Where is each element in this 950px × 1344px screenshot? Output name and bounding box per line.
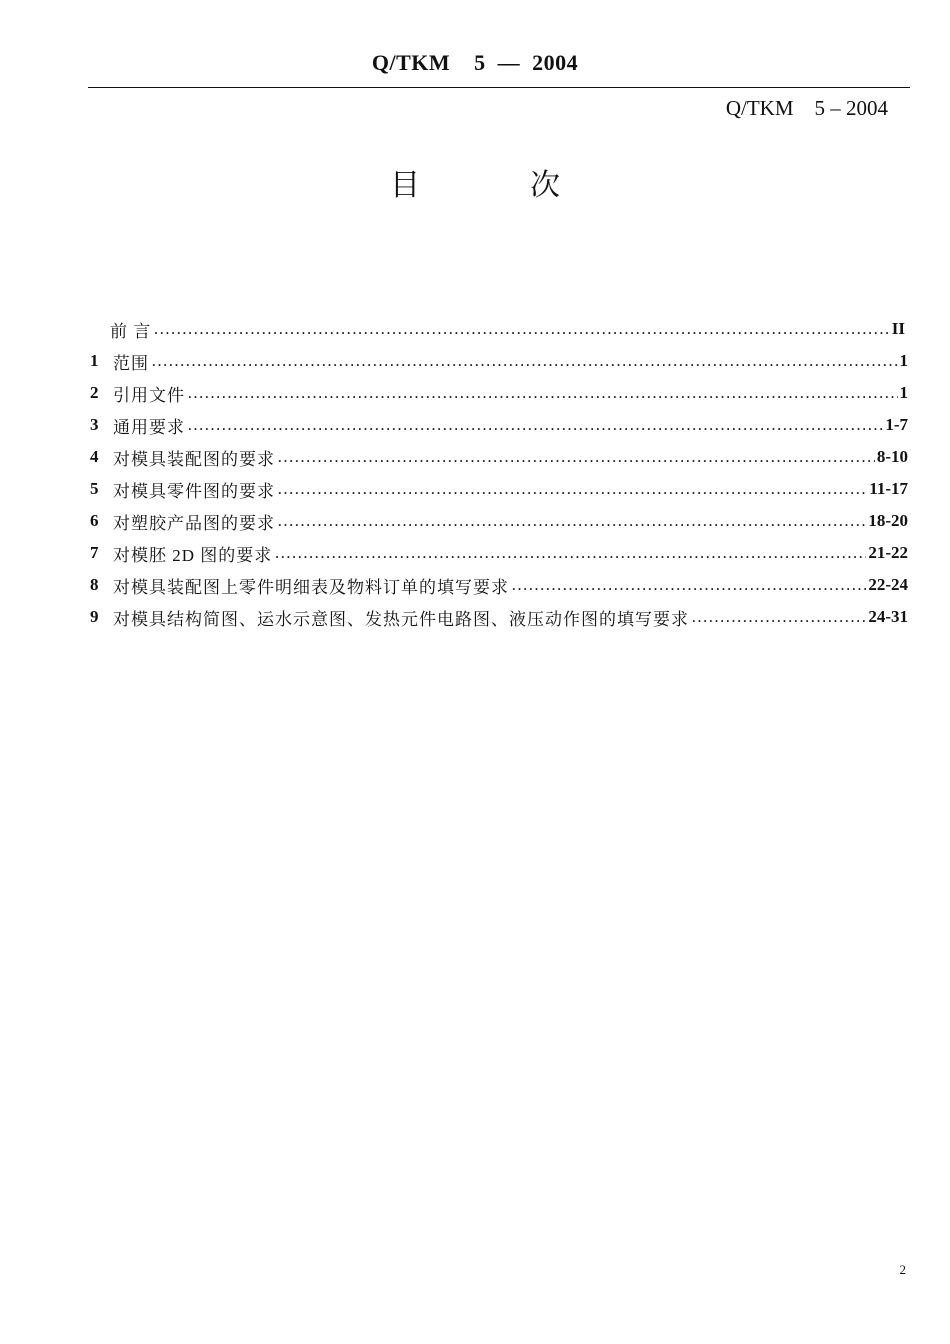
toc-entry-4[interactable] (90, 441, 908, 473)
toc-dot-leader (691, 607, 866, 627)
toc-entry-label: 对模具装配图的要求 (113, 449, 275, 469)
toc-entry-number: 8 (90, 575, 99, 594)
toc-dot-leader (274, 543, 866, 563)
toc-entry-number: 1 (90, 351, 99, 370)
page-number: 2 (899, 1262, 906, 1277)
toc-dot-leader (277, 511, 866, 531)
toc-entry-label: 对塑胶产品图的要求 (113, 513, 275, 533)
toc-entry-7[interactable] (90, 537, 908, 569)
toc-entry-number: 6 (90, 511, 99, 530)
toc-title-char-1: 目 (390, 169, 530, 202)
toc-entry-5[interactable] (90, 473, 908, 505)
toc-entry-page: 22-24 (868, 575, 908, 594)
toc-entry-1[interactable] (90, 345, 908, 377)
toc-dot-leader (511, 575, 866, 595)
toc-entry-number: 4 (90, 447, 99, 466)
toc-dot-leader (151, 351, 898, 371)
toc-entry-page: 21-22 (868, 543, 908, 562)
toc-entry-number: 9 (90, 607, 99, 626)
header-rule (88, 87, 910, 88)
toc-entry-label: 对模具零件图的要求 (113, 481, 275, 501)
toc-entry-2[interactable] (90, 377, 908, 409)
toc-entry-label: 对模具结构简图、运水示意图、发热元件电路图、液压动作图的填写要求 (113, 609, 689, 629)
document-code: Q/TKM 5 – 2004 (725, 96, 888, 120)
toc-title (0, 160, 950, 204)
toc-entry-page: 1-7 (885, 415, 908, 434)
toc-entry-page: 24-31 (868, 607, 908, 626)
toc-entry-label: 对模具装配图上零件明细表及物料订单的填写要求 (113, 577, 509, 597)
toc-entry-6[interactable] (90, 505, 908, 537)
toc-entry-label: 通用要求 (113, 417, 185, 437)
toc-entry-label: 引用文件 (113, 385, 185, 405)
toc-title-char-2: 次 (530, 169, 670, 202)
toc-entry-number: 2 (90, 383, 99, 402)
toc-dot-leader (187, 415, 883, 435)
toc-entry-number: 3 (90, 415, 99, 434)
toc-entry-page: 8-10 (876, 447, 908, 466)
toc-entry-number: 5 (90, 479, 99, 498)
toc-entry-preface[interactable] (90, 313, 905, 345)
toc-entry-label: 前 言 (110, 321, 152, 341)
toc-dot-leader (153, 319, 890, 339)
toc-entry-page: II (891, 319, 905, 338)
toc-entry-9[interactable] (90, 601, 908, 633)
toc-entry-8[interactable] (90, 569, 908, 601)
toc-entry-label: 范围 (113, 353, 149, 373)
toc-dot-leader (277, 447, 875, 467)
table-of-contents (90, 313, 908, 633)
toc-entry-page: 11-17 (869, 479, 908, 498)
toc-entry-3[interactable] (90, 409, 908, 441)
toc-entry-label: 对模胚 2D 图的要求 (113, 545, 273, 565)
toc-dot-leader (277, 479, 867, 499)
toc-dot-leader (187, 383, 898, 403)
page-header-title: Q/TKM 5 — 2004 (371, 50, 579, 75)
toc-entry-page: 18-20 (868, 511, 908, 530)
toc-entry-number: 7 (90, 543, 99, 562)
toc-entry-page: 1 (899, 383, 908, 402)
toc-entry-page: 1 (899, 351, 908, 370)
